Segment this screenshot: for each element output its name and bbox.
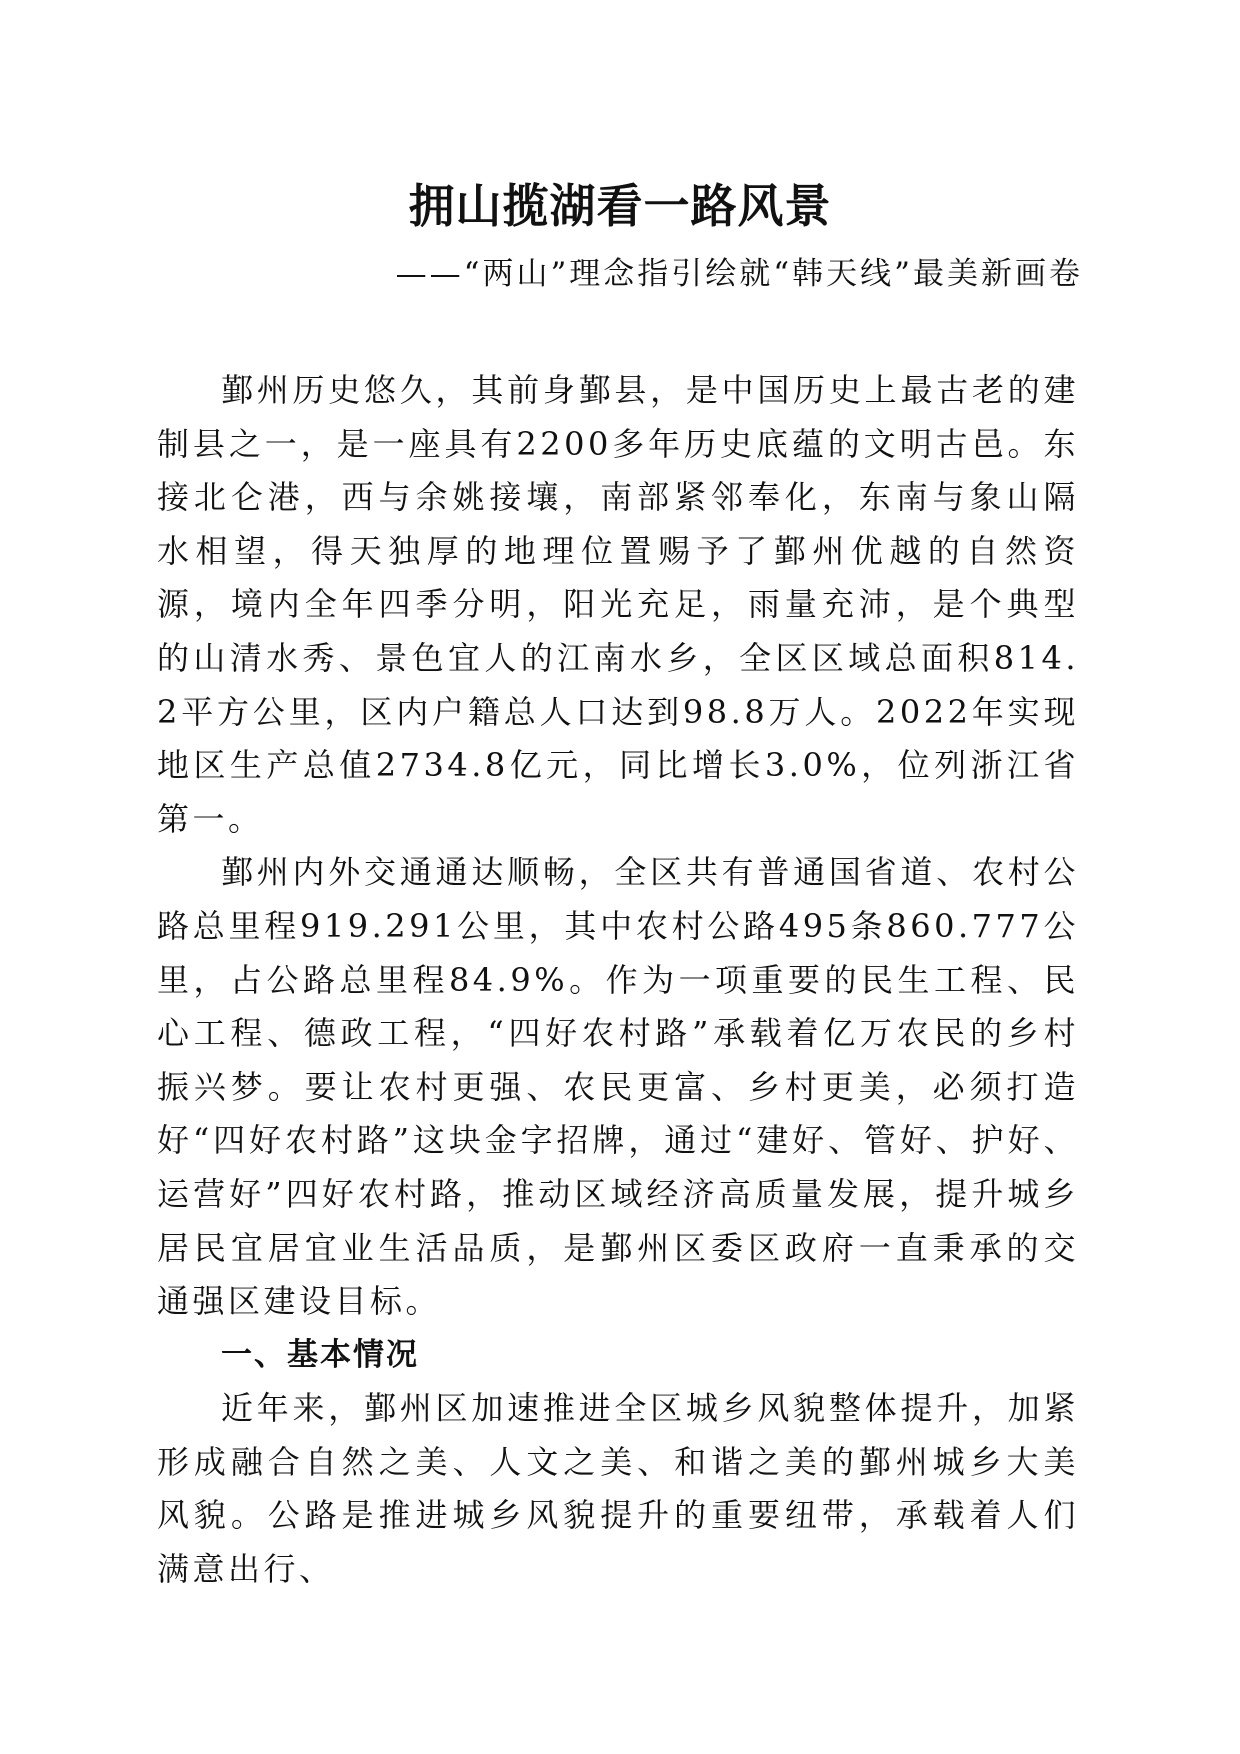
section-heading-basic-situation: 一、基本情况 — [221, 1336, 419, 1373]
document-body — [157, 364, 1079, 1597]
paragraph-section-intro: 近年来，鄞州区加速推进全区城乡风貌整体提升，加紧形成融合自然之美、人文之美、和谐之美的鄞州城乡大美风貌。公路是推进城乡风貌提升的重要纽带，承载着人们满意出行、 — [157, 1389, 1079, 1589]
document-title: 拥山揽湖看一路风景 — [408, 179, 832, 233]
paragraph-transport: 鄞州内外交通通达顺畅，全区共有普通国省道、农村公路总里程919.291公里，其中农村公路495条860.777公里，占公路总里程84.9%。作为一项重要的民生工程、民心工程、德政工程，“四好农村路”承载着亿万农民的乡村振兴梦。要让农村更强、农民更富、乡村更美，必须打造好“四好农村路”这块金字招牌，通过“建好、管好、护好、运营好”四好农村路，推动区域经济高质量发展，提升城乡居民宜居宜业生活品质，是鄞州区委区政府一直秉承的交通强区建设目标。 — [157, 853, 1079, 1321]
paragraph-history: 鄞州历史悠久，其前身鄞县，是中国历史上最古老的建制县之一，是一座具有2200多年历史底蕴的文明古邑。东接北仑港，西与余姚接壤，南部紧邻奉化，东南与象山隔水相望，得天独厚的地理位置赐予了鄞州优越的自然资源，境内全年四季分明，阳光充足，雨量充沛，是个典型的山清水秀、景色宜人的江南水乡，全区区域总面积814.2平方公里，区内户籍总人口达到98.8万人。2022年实现地区生产总值2734.8亿元，同比增长3.0%，位列浙江省第一。 — [157, 371, 1079, 838]
document-subtitle: ——“两山”理念指引绘就“韩天线”最美新画卷 — [395, 256, 1083, 292]
